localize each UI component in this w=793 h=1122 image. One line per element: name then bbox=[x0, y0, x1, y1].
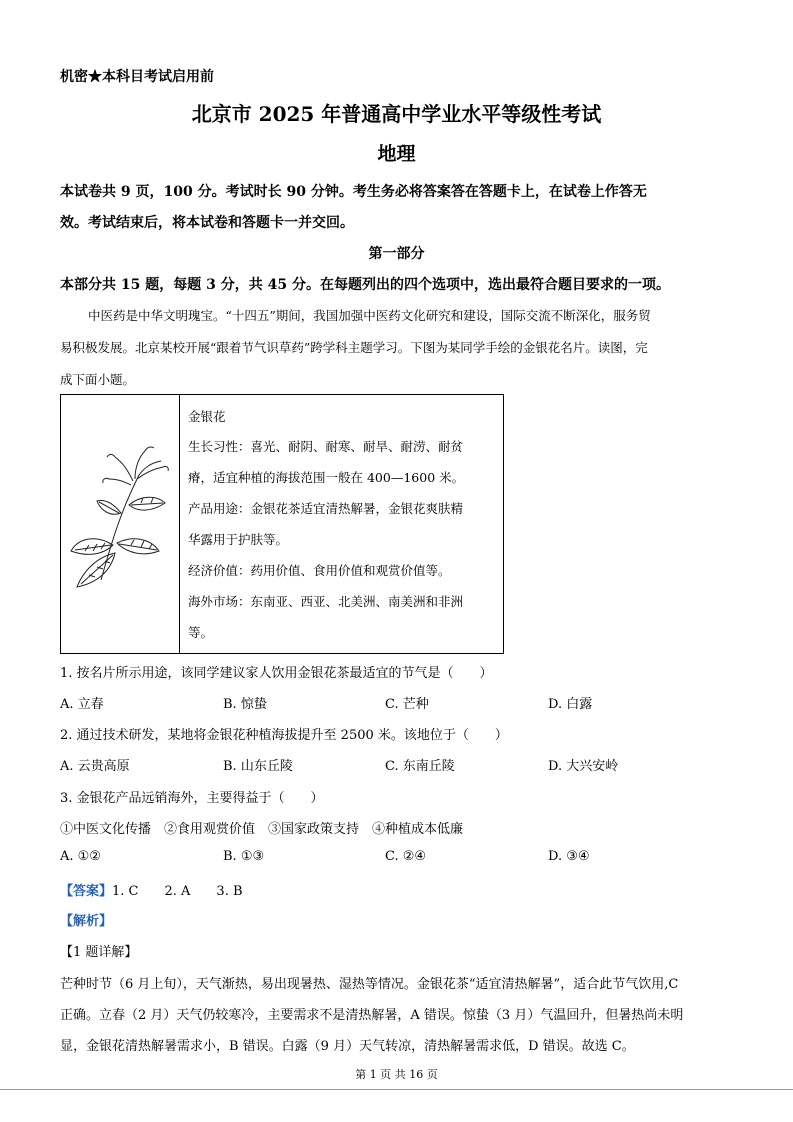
question-3-option-b: B. ①③ bbox=[223, 849, 265, 864]
page-number: 第 1 页 共 16 页 bbox=[355, 1068, 438, 1081]
exam-subject: 地理 bbox=[377, 143, 416, 165]
honeysuckle-illustration bbox=[61, 395, 180, 653]
footer-divider bbox=[0, 1089, 793, 1090]
passage-line-1: 中医药是中华文明瑰宝。“十四五”期间，我国加强中医药文化研究和建设，国际交流不断深化，服务贸 bbox=[88, 308, 651, 323]
question-2-option-a: A. 云贵高原 bbox=[60, 759, 130, 774]
honeysuckle-drawing-icon bbox=[61, 395, 178, 652]
q1-analysis-line-3: 显，金银花清热解暑需求小，B 错误。白露（9 月）天气转凉，清热解暑需求低，D 错误。故选 C。 bbox=[60, 1039, 635, 1054]
card-line-4: 产品用途：金银花茶适宜清热解暑，金银花爽肤精 bbox=[188, 501, 464, 516]
card-line-2: 生长习性：喜光、耐阴、耐寒、耐旱、耐涝、耐贫 bbox=[188, 439, 464, 454]
card-line-1: 金银花 bbox=[188, 409, 226, 424]
confidential-label: 机密★本科目考试启用前 bbox=[60, 69, 214, 85]
question-1-option-c: C. 芒种 bbox=[385, 697, 429, 712]
q1-analysis-line-1: 芒种时节（6 月上旬），天气渐热，易出现暑热、湿热等情况。金银花茶“适宜清热解暑”，适合此节气饮用,C bbox=[60, 977, 679, 992]
question-3-option-a: A. ①② bbox=[60, 849, 101, 864]
question-2-stem: 2. 通过技术研发，某地将金银花种植海拔提升至 2500 米。该地位于（ ） bbox=[60, 728, 508, 743]
q1-analysis-label: 【1 题详解】 bbox=[60, 945, 138, 960]
exam-title: 北京市 2025 年普通高中学业水平等级性考试 bbox=[191, 102, 602, 126]
question-3-option-c: C. ②④ bbox=[385, 849, 427, 864]
answer-text: 1. C 2. A 3. B bbox=[112, 884, 243, 899]
passage-line-2: 易积极发展。北京某校开展“跟着节气识草药”跨学科主题学习。下图为某同学手绘的金银花名片。读图，完 bbox=[60, 340, 648, 355]
q1-analysis-line-2: 正确。立春（2 月）天气仍较寒冷，主要需求不是清热解暑，A 错误。惊蛰（3 月）气温回升，但暑热尚未明 bbox=[60, 1008, 684, 1023]
question-2-option-b: B. 山东丘陵 bbox=[223, 759, 293, 774]
card-line-5: 华露用于护肤等。 bbox=[188, 532, 289, 547]
question-1-option-a: A. 立春 bbox=[60, 697, 104, 712]
passage-line-3: 成下面小题。 bbox=[60, 372, 136, 387]
card-line-7: 海外市场：东南亚、西亚、北美洲、南美洲和非洲 bbox=[188, 594, 464, 609]
part-instruction: 本部分共 15 题，每题 3 分，共 45 分。在每题列出的四个选项中，选出最符合题目要求的一项。 bbox=[60, 277, 670, 293]
honeysuckle-card bbox=[60, 394, 504, 654]
honeysuckle-info bbox=[180, 395, 503, 653]
answer-row bbox=[60, 880, 243, 899]
question-1-stem: 1. 按名片所示用途，该同学建议家人饮用金银花茶最适宜的节气是（ ） bbox=[60, 666, 493, 681]
intro-line-1: 本试卷共 9 页，100 分。考试时长 90 分钟。考生务必将答案答在答题卡上，在试卷上作答无 bbox=[60, 184, 647, 200]
card-line-6: 经济价值：药用价值、食用价值和观赏价值等。 bbox=[188, 563, 451, 578]
question-2-option-d: D. 大兴安岭 bbox=[548, 759, 619, 774]
card-line-8: 等。 bbox=[188, 625, 214, 640]
part-heading: 第一部分 bbox=[368, 246, 425, 262]
question-3-statements: ①中医文化传播 ②食用观赏价值 ③国家政策支持 ④种植成本低廉 bbox=[60, 822, 464, 837]
question-1-option-b: B. 惊蛰 bbox=[223, 697, 267, 712]
answer-label: 【答案】 bbox=[60, 884, 113, 899]
intro-line-2: 效。考试结束后，将本试卷和答题卡一并交回。 bbox=[60, 215, 354, 231]
card-line-3: 瘠，适宜种植的海拔范围一般在 400—1600 米。 bbox=[188, 470, 465, 485]
analysis-label: 【解析】 bbox=[60, 914, 113, 929]
question-3-stem: 3. 金银花产品远销海外，主要得益于（ ） bbox=[60, 791, 324, 806]
question-1-option-d: D. 白露 bbox=[548, 697, 593, 712]
question-3-option-d: D. ③④ bbox=[548, 849, 590, 864]
question-2-option-c: C. 东南丘陵 bbox=[385, 759, 455, 774]
